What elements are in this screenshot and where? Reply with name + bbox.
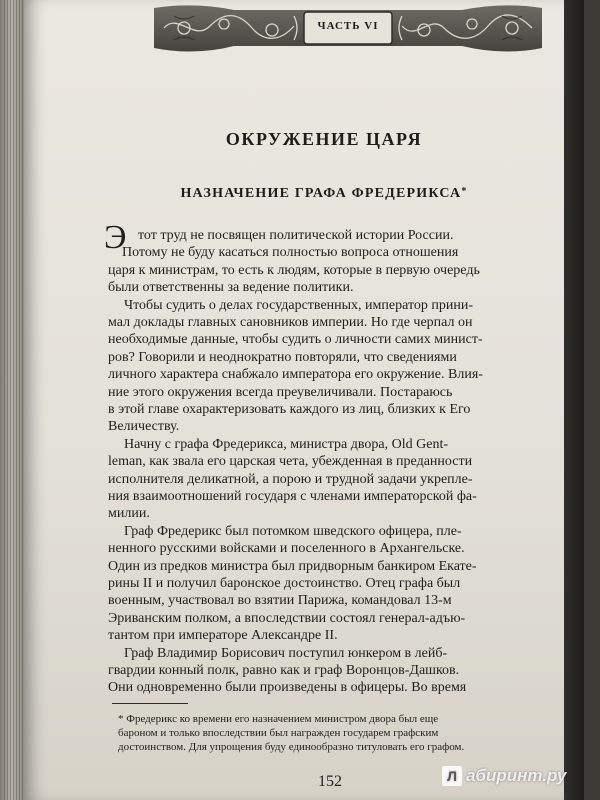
drop-cap: Э	[104, 219, 127, 256]
footnote-rule	[112, 703, 188, 704]
body-line: ние этого окружения всегда преувеличивали. Постараюсь	[108, 384, 453, 400]
page-edge-lines	[4, 0, 24, 800]
body-line: были ответственны за ведение политики.	[108, 280, 354, 296]
body-line: ненного русскими войсками и поселенного в Архангельске.	[108, 541, 465, 557]
footnote-marker: *	[461, 186, 468, 197]
body-line: тантом при императоре Александре II.	[108, 628, 338, 644]
body-line: исполнителя деликатной, а порою и трудной задачи укрепле-	[108, 471, 473, 487]
body-line: leman, как звала его царская чета, убежденная в преданности	[108, 454, 473, 470]
body-line: военным, участвовал во взятии Парижа, командовал 13-м	[108, 593, 452, 609]
body-line: царя к министрам, то есть к людям, которые в первую очередь	[108, 262, 480, 278]
body-line: Начну с графа Фредерикса, министра двора, Old Gent-	[124, 436, 449, 452]
body-line: необходимые данные, чтобы судить о личности самих минист-	[108, 332, 483, 348]
body-line: ров? Говорили и неоднократно повторяли, что сведениями	[108, 349, 457, 365]
body-line: Они одновременно были произведены в офицеры. Во время	[108, 680, 467, 696]
body-line: Величеству.	[108, 419, 180, 435]
body-line: Чтобы судить о делах государственных, император прини-	[124, 297, 474, 313]
body-line: Эриванским полком, а впоследствии состоял генерал-адъю-	[108, 610, 466, 626]
header-ornament	[154, 2, 542, 56]
body-line: Граф Фредерикс был потомком шведского офицера, пле-	[124, 523, 462, 539]
body-line: рины II и получил баронское достоинство. Отец графа был	[108, 576, 461, 591]
labirint-watermark	[442, 762, 566, 790]
labirint-logo-icon: Л	[442, 766, 462, 786]
part-label: ЧАСТЬ VI	[317, 20, 379, 32]
section-title	[84, 186, 564, 202]
watermark-text: абиринт.ру	[466, 766, 567, 785]
body-line: в этой главе охарактеризовать каждого из лиц, близких к Его	[108, 402, 471, 417]
chapter-title: ОКРУЖЕНИЕ ЦАРЯ	[225, 129, 423, 149]
body-line: Потому не буду касаться полностью вопроса отношения	[122, 245, 459, 261]
body-line: Граф Владимир Борисович поступил юнкером в лейб-	[124, 645, 448, 661]
section-title-text: НАЗНАЧЕНИЕ ГРАФА ФРЕДЕРИКСА	[180, 186, 462, 201]
body-line: ния взаимоотношений государя с членами императорской фа-	[108, 489, 477, 504]
body-line: мал доклады главных сановников империи. Но где черпал он	[108, 315, 473, 330]
page-shadow-edge	[564, 0, 584, 800]
body-line: милии.	[108, 506, 150, 522]
footnote-line: достоинством. Для упрощения буду единообразно титуловать его графом.	[118, 741, 465, 753]
footnote-line: * Фредерикс ко времени его назначением министром двора был еще	[118, 713, 439, 725]
page-number: 152	[318, 773, 342, 790]
body-line: гвардии конный полк, равно как и граф Воронцов-Дашков.	[108, 663, 460, 678]
body-line: личного характера снабжало императора его окружение. Влия-	[108, 367, 483, 383]
body-line: тот труд не посвящен политической истории России.	[138, 228, 454, 243]
footnote-line: бароном и только впоследствии был награжден государем графским	[118, 727, 439, 739]
body-line: Один из предков министра был придворным банкиром Екате-	[108, 558, 477, 574]
